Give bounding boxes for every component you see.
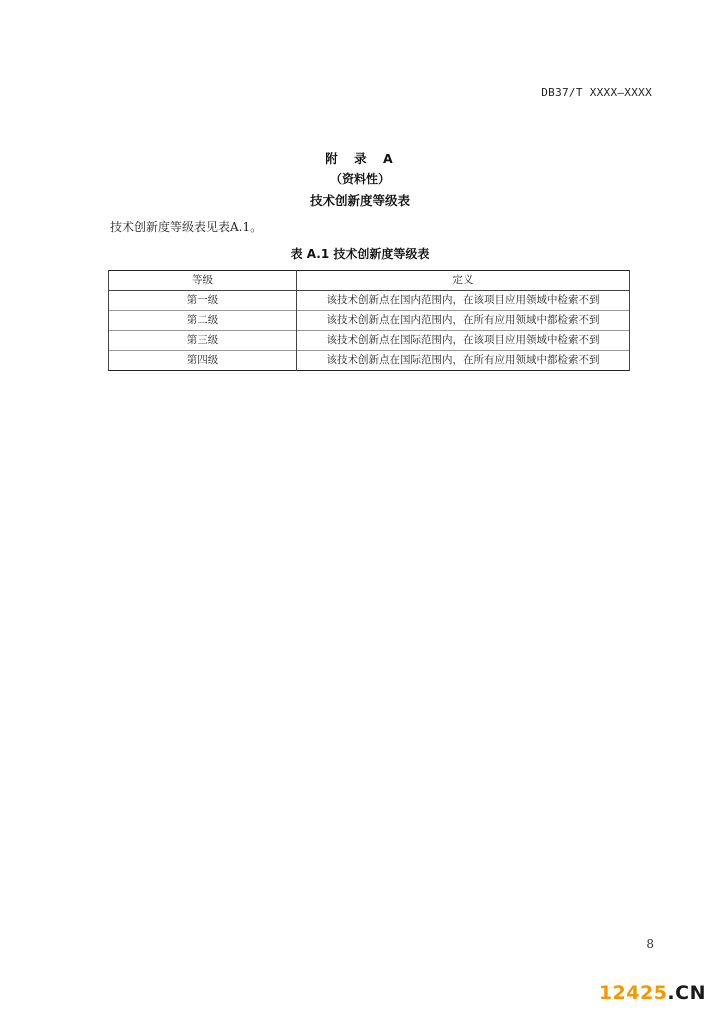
column-header-grade: 等级 [109,271,297,291]
table-row [109,331,630,351]
grade-cell: 第二级 [109,311,297,331]
table-caption: 表 A.1 技术创新度等级表 [290,247,430,261]
document-code: DB37/T XXXX—XXXX [541,86,652,99]
definition-cell: 该技术创新点在国内范围内，在该项目应用领域中检索不到 [297,291,630,311]
column-header-definition: 定义 [297,271,630,291]
watermark-domain: .CN [667,982,706,1004]
page-number: 8 [646,937,654,951]
definition-cell: 该技术创新点在国际范围内，在该项目应用领域中检索不到 [297,331,630,351]
definition-cell: 该技术创新点在国际范围内，在所有应用领域中都检索不到 [297,351,630,371]
watermark-number: 12425 [598,982,668,1004]
grade-cell: 第三级 [109,331,297,351]
appendix-header [0,150,720,211]
definition-cell: 该技术创新点在国内范围内，在所有应用领域中都检索不到 [297,311,630,331]
table-header-row [109,271,630,291]
appendix-nature: （资料性） [329,172,390,186]
appendix-title: 附 录 A [325,151,399,166]
site-watermark [599,982,706,1004]
grade-cell: 第四级 [109,351,297,371]
grade-cell: 第一级 [109,291,297,311]
table-row [109,351,630,371]
table-row [109,311,630,331]
body-paragraph: 技术创新度等级表见表A.1。 [110,220,263,234]
appendix-heading: 技术创新度等级表 [309,193,410,208]
table-row [109,291,630,311]
grade-table [108,270,630,371]
